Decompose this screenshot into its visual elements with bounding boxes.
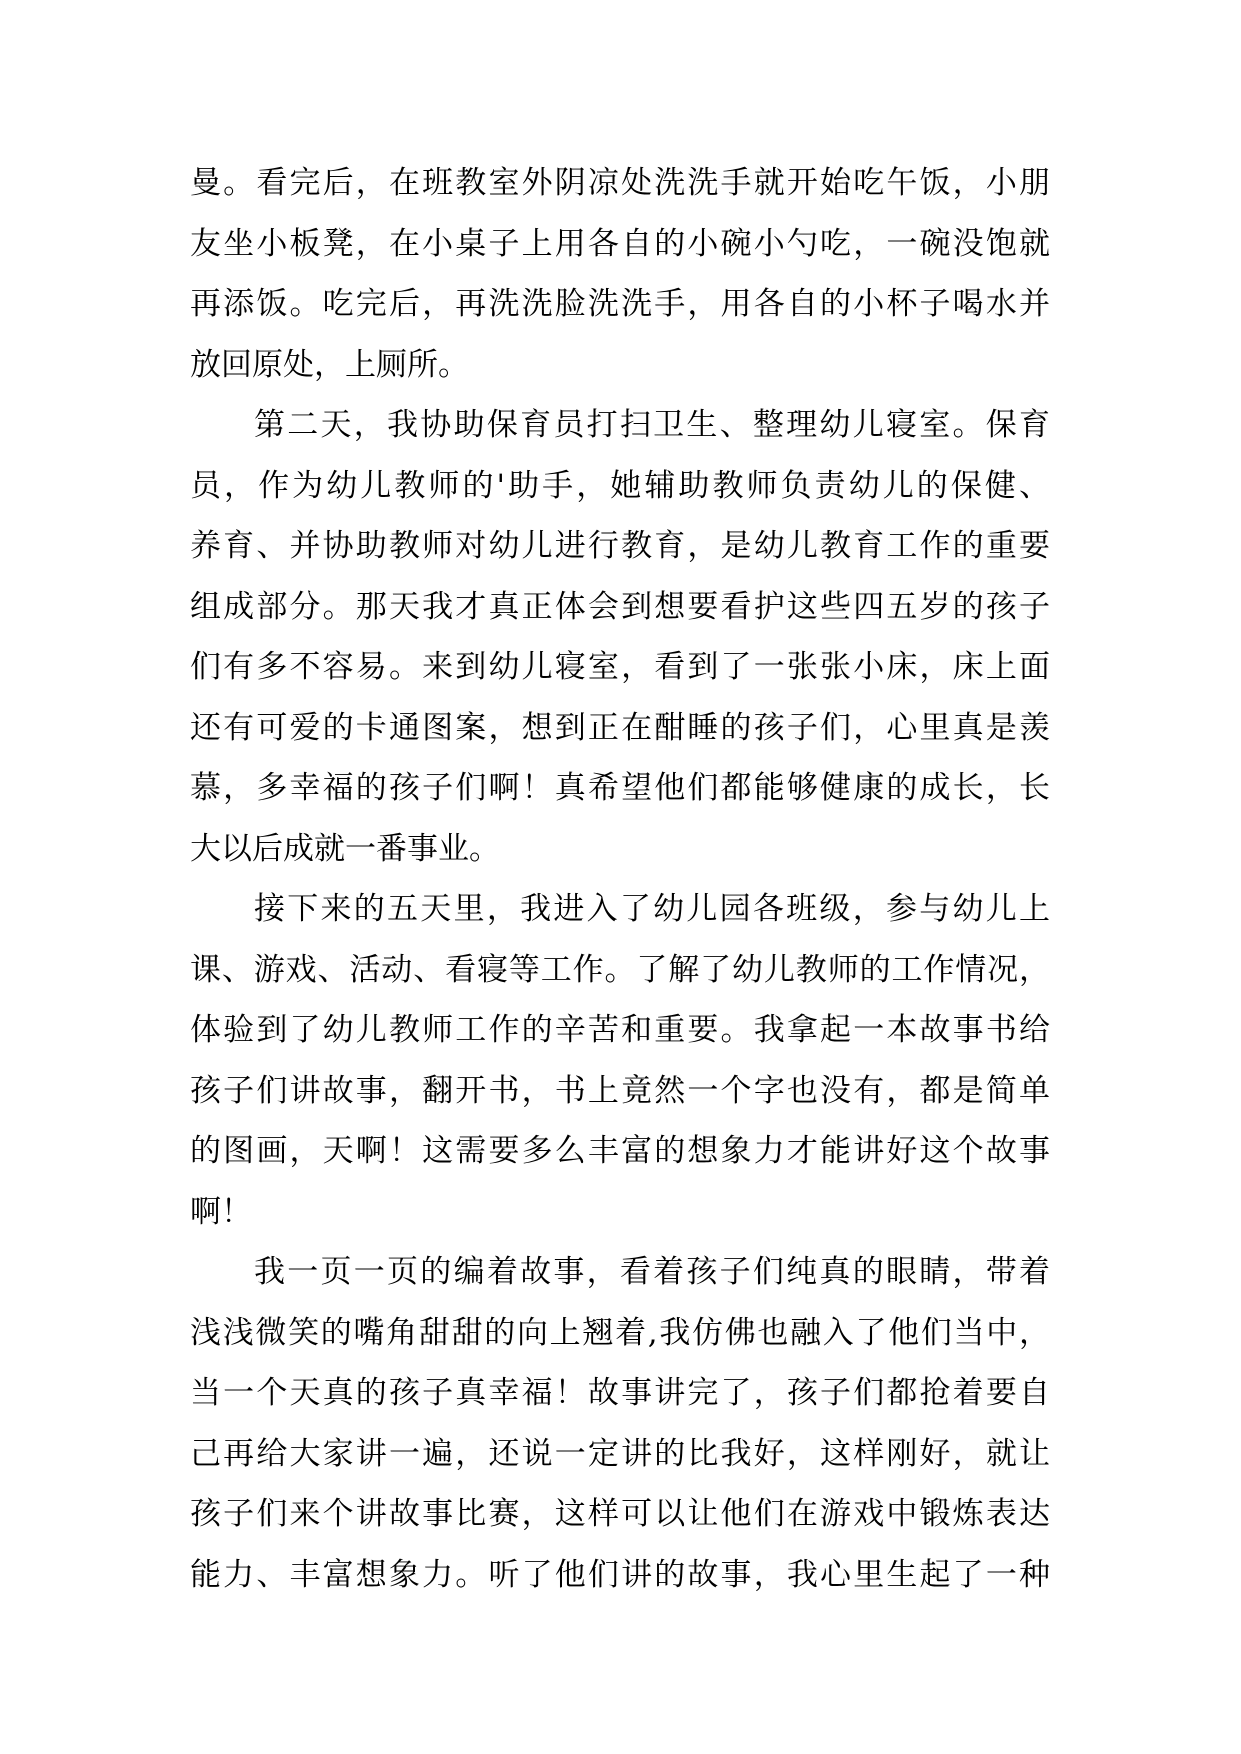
paragraph	[190, 1242, 1050, 1605]
text-line: 啊！	[190, 1193, 252, 1230]
paragraph	[190, 395, 1050, 879]
text-line: 能力、丰富想象力。听了他们讲的故事，我心里生起了一种	[190, 1556, 1050, 1593]
paragraph	[190, 879, 1050, 1242]
document-body	[190, 153, 1050, 1605]
paragraph	[190, 153, 1050, 395]
text-line: 我一页一页的编着故事，看着孩子们纯真的眼睛，带着	[254, 1254, 1050, 1290]
text-line: 慕，多幸福的孩子们啊！真希望他们都能够健康的成长，长	[190, 770, 1050, 806]
text-line: 课、游戏、活动、看寝等工作。了解了幼儿教师的工作情况，	[190, 951, 1050, 988]
text-line: 养育、并协助教师对幼儿进行教育，是幼儿教育工作的重要	[190, 528, 1050, 564]
text-line: 员，作为幼儿教师的'助手，她辅助教师负责幼儿的保健、	[190, 467, 1050, 504]
text-line: 己再给大家讲一遍，还说一定讲的比我好，这样刚好，就让	[190, 1435, 1050, 1472]
text-line: 放回原处，上厕所。	[190, 346, 469, 383]
text-line: 第二天，我协助保育员打扫卫生、整理幼儿寝室。保育	[254, 407, 1050, 443]
text-line: 孩子们来个讲故事比赛，这样可以让他们在游戏中锻炼表达	[190, 1496, 1050, 1532]
text-line: 组成部分。那天我才真正体会到想要看护这些四五岁的孩子	[190, 588, 1050, 625]
text-line: 的图画，天啊！这需要多么丰富的想象力才能讲好这个故事	[190, 1133, 1050, 1169]
text-line: 浅浅微笑的嘴角甜甜的向上翘着,我仿佛也融入了他们当中，	[190, 1314, 1050, 1351]
text-line: 大以后成就一番事业。	[190, 830, 500, 867]
text-line: 们有多不容易。来到幼儿寝室，看到了一张张小床，床上面	[190, 649, 1050, 685]
text-line: 孩子们讲故事，翻开书，书上竟然一个字也没有，都是简单	[190, 1072, 1050, 1109]
text-line: 当一个天真的孩子真幸福！故事讲完了，孩子们都抢着要自	[190, 1375, 1050, 1411]
text-line: 曼。看完后，在班教室外阴凉处洗洗手就开始吃午饭，小朋	[190, 165, 1050, 201]
text-line: 接下来的五天里，我进入了幼儿园各班级，参与幼儿上	[254, 891, 1050, 927]
text-line: 体验到了幼儿教师工作的辛苦和重要。我拿起一本故事书给	[190, 1012, 1050, 1048]
text-line: 友坐小板凳，在小桌子上用各自的小碗小勺吃，一碗没饱就	[190, 225, 1050, 262]
text-line: 再添饭。吃完后，再洗洗脸洗洗手，用各自的小杯子喝水并	[190, 286, 1050, 322]
text-line: 还有可爱的卡通图案，想到正在酣睡的孩子们，心里真是羡	[190, 709, 1050, 746]
